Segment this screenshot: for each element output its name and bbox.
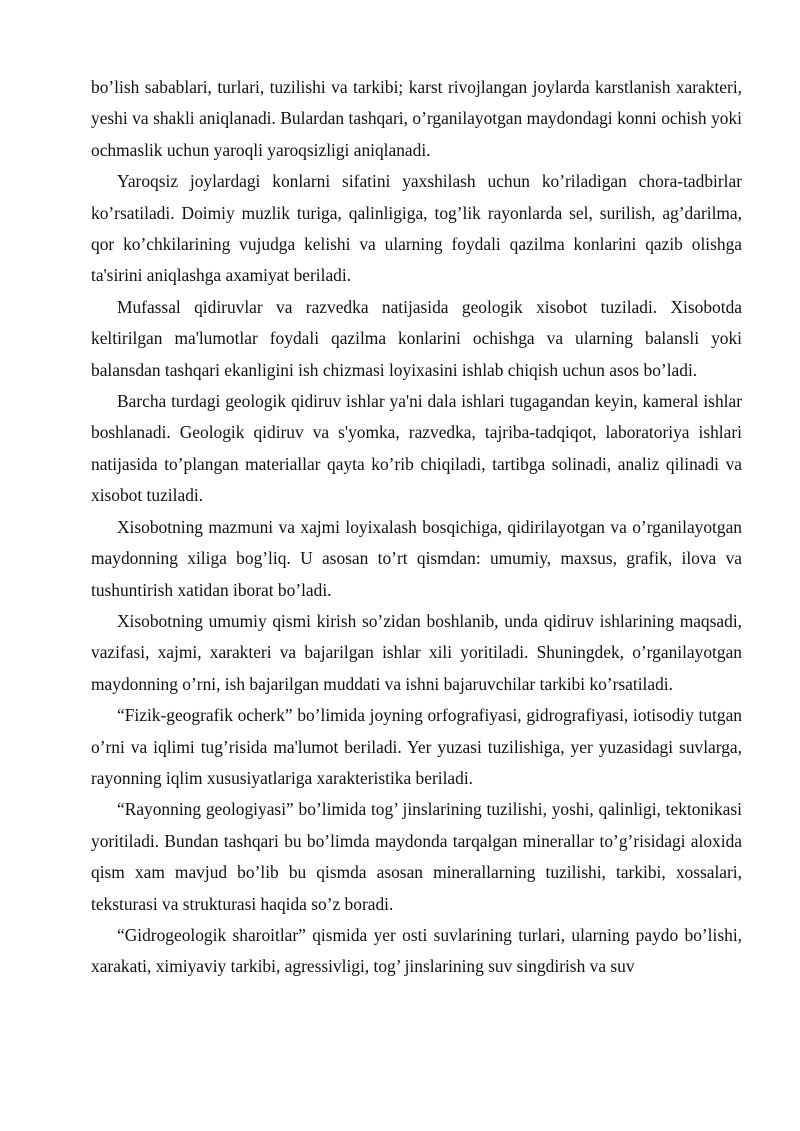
paragraph: Xisobotning mazmuni va xajmi loyixalash bosqichiga, qidirilayotgan va o’rganilayotgan maydonning xiliga bog’liq. U asosan to’rt qismdan: umumiy, maxsus, grafik, ilova va tushuntirish xatidan iborat bo’ladi. [91,516,742,600]
paragraph: Mufassal qidiruvlar va razvedka natijasida geologik xisobot tuziladi. Xisobotda keltirilgan ma'lumotlar foydali qazilma konlarini ochishga va ularning balansli yoki balansdan tashqari ekanligini ish chizmasi loyixasini ishlab chiqish uchun asos bo’ladi. [91,296,742,380]
paragraph: Barcha turdagi geologik qidiruv ishlar ya'ni dala ishlari tugagandan keyin, kameral ishlar boshlanadi. Geologik qidiruv va s'yomka, razvedka, tajriba-tadqiqot, laboratoriya ishlari natijasida to’plangan materiallar qayta ko’rib chiqiladi, tartibga solinadi, analiz qilinadi va xisobot tuziladi. [91,391,742,506]
paragraph: “Gidrogeologik sharoitlar” qismida yer osti suvlarining turlari, ularning paydo bo’lishi, xarakati, ximiyaviy tarkibi, agressivligi, tog’ jinslarining suv singdirish va suv [91,924,742,977]
paragraph: Xisobotning umumiy qismi kirish so’zidan boshlanib, unda qidiruv ishlarining maqsadi, vazifasi, xajmi, xarakteri va bajarilgan ishlar xili yoritiladi. Shuningdek, o’rganilayotgan maydonning o’rni, ish bajarilgan muddati va ishni bajaruvchilar tarkibi ko’rsatiladi. [91,610,742,694]
paragraph: “Fizik-geografik ocherk” bo’limida joyning orfografiyasi, gidrografiyasi, iotisodiy tutgan o’rni va iqlimi tug’risida ma'lumot beriladi. Yer yuzasi tuzilishiga, yer yuzasidagi suvlarga, rayonning iqlim xususiyatlariga xarakteristika beriladi. [91,705,742,788]
paragraph: “Rayonning geologiyasi” bo’limida tog’ jinslarining tuzilishi, yoshi, qalinligi, tektonikasi yoritiladi. Bundan tashqari bu bo’limda maydonda tarqalgan minerallar to’g’risidagi aloxida qism xam mavjud bo’lib bu qismda asosan minerallarning tuzilishi, tarkibi, xossalari, teksturasi va strukturasi haqida so’z boradi. [91,799,742,914]
paragraph-continuation: bo’lish sabablari, turlari, tuzilishi va tarkibi; karst rivojlangan joylarda karstlanish xarakteri, yeshi va shakli aniqlanadi. Bulardan tashqari, o’rganilayotgan maydondagi konni ochish yoki ochmaslik uchun yaroqli yaroqsizligi aniqlanadi. [91,77,742,160]
paragraph: Yaroqsiz joylardagi konlarni sifatini yaxshilash uchun ko’riladigan chora-tadbirlar ko’rsatiladi. Doimiy muzlik turiga, qalinligiga, tog’lik rayonlarda sel, surilish, ag’darilma, qor ko’chkilarining vujudga kelishi va ularning foydali qazilma konlarini qazib olishga ta'sirini aniqlashga axamiyat beriladi. [91,171,742,286]
